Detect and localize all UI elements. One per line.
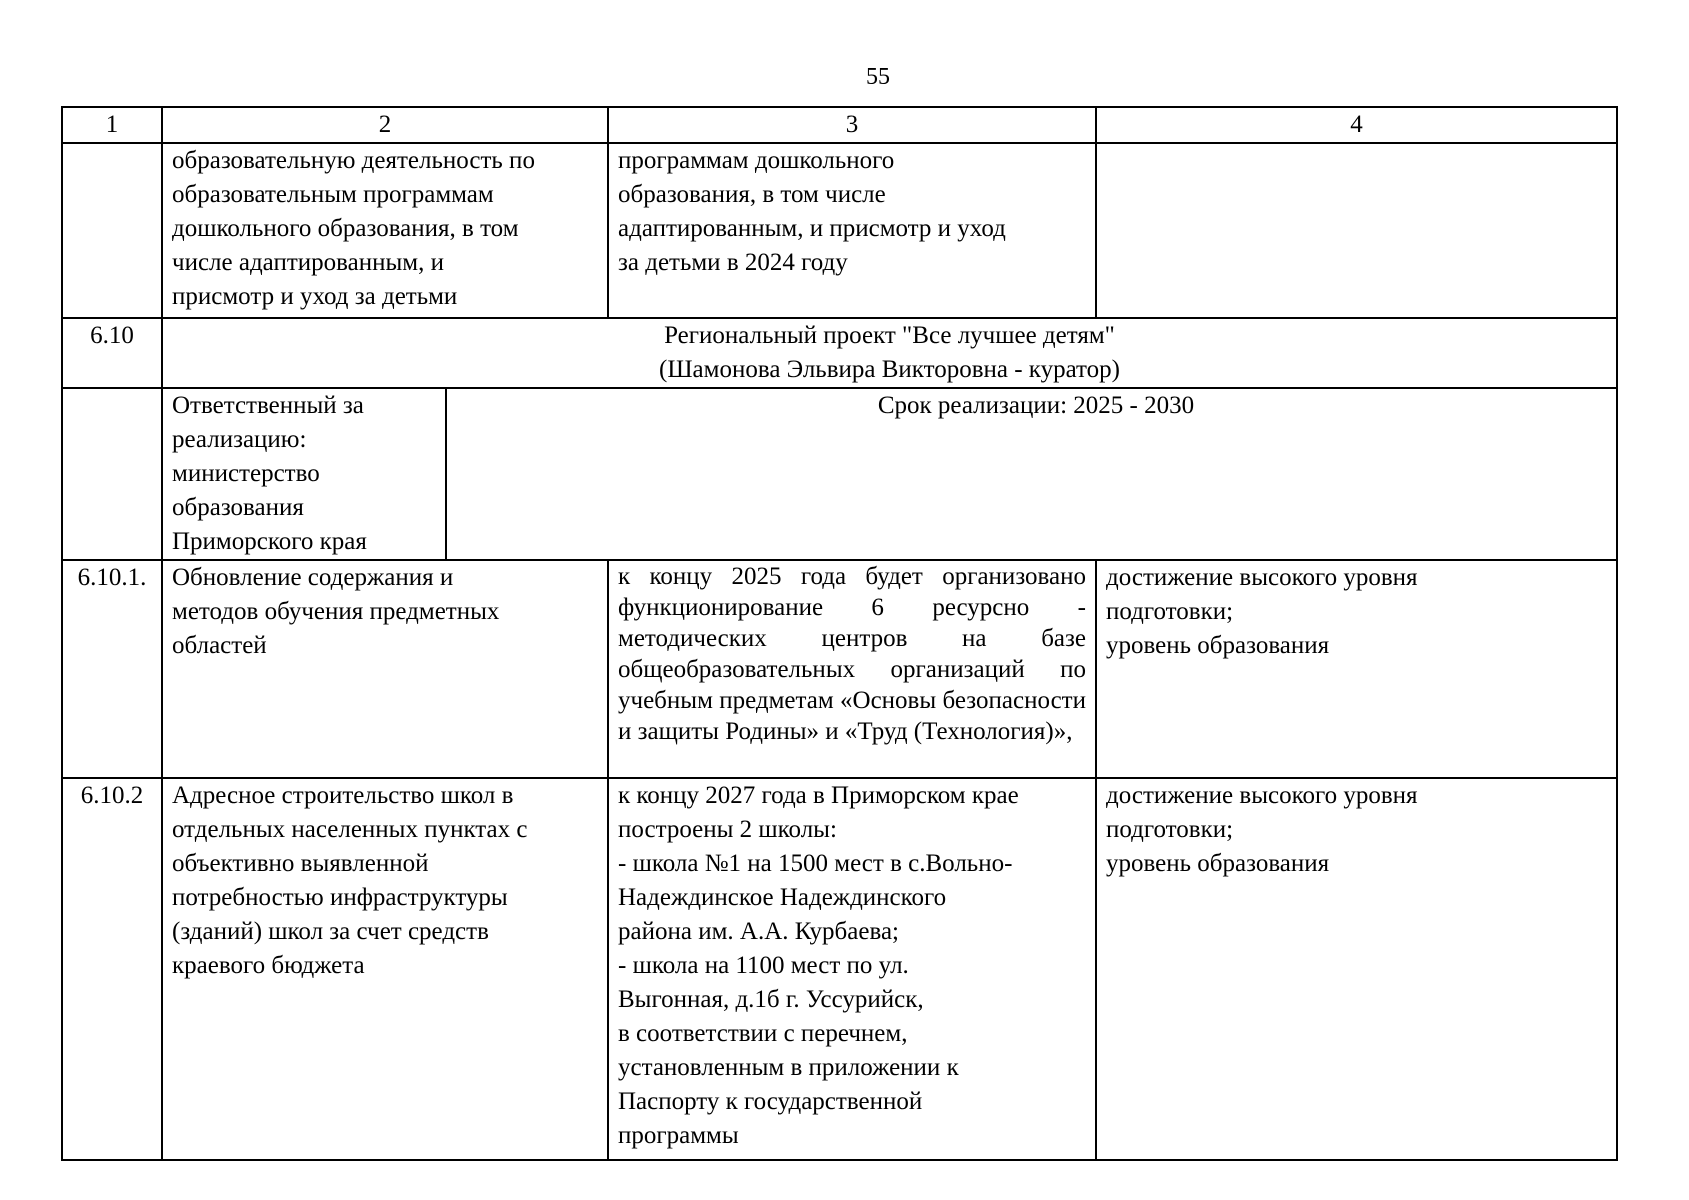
header-cell-1: 1 bbox=[62, 107, 162, 143]
table-row-continued bbox=[62, 143, 1617, 318]
result-cell: к концу 2027 года в Приморском крае построены 2 школы: - школа №1 на 1500 мест в с.Вольно- Надеждинское Надеждинского района им. А.А. Курбаева; - школа на 1100 мест по ул. Выгонная, д.1б г. Уссурийск, в соответствии с перечнем, установленным в приложении к Паспорту к государственной программы bbox=[608, 778, 1096, 1160]
header-cell-2: 2 bbox=[162, 107, 608, 143]
result-cell: программам дошкольного образования, в том числе адаптированным, и присмотр и уход за детьми в 2024 году bbox=[608, 143, 1096, 318]
project-info-split bbox=[163, 389, 1616, 559]
term-text: Срок реализации: 2025 - 2030 bbox=[877, 392, 1195, 419]
page-number: 55 bbox=[866, 64, 890, 90]
table-row bbox=[62, 778, 1617, 1160]
project-info-cell bbox=[162, 388, 1617, 560]
header-cell-4: 4 bbox=[1096, 107, 1617, 143]
table-row bbox=[62, 560, 1617, 778]
indicator-cell: достижение высокого уровня подготовки; уровень образования bbox=[1096, 778, 1617, 1160]
activity-cell: Адресное строительство школ в отдельных населенных пунктах с объективно выявленной потребностью инфраструктуры (зданий) школ за счет средств краевого бюджета bbox=[162, 778, 608, 1160]
activity-cell: образовательную деятельность по образовательным программам дошкольного образования, в том числе адаптированным, и присмотр и уход за детьми bbox=[162, 143, 608, 318]
project-title: Региональный проект "Все лучшее детям" bbox=[664, 322, 1115, 349]
result-cell: к концу 2025 года будет организовано функционирование 6 ресурсно - методических центров на базе общеобразовательных организаций по учебным предметам «Основы безопасности и защиты Родины» и «Труд (Технология)», bbox=[608, 560, 1096, 778]
project-number-cell: 6.10 bbox=[62, 318, 162, 388]
activity-cell: Обновление содержания и методов обучения предметных областей bbox=[162, 560, 608, 778]
project-info-number-cell bbox=[62, 388, 162, 560]
project-info-row bbox=[62, 388, 1617, 560]
responsible-text: Ответственный за реализацию: министерство образования Приморского края bbox=[163, 389, 446, 559]
project-title-row bbox=[62, 318, 1617, 388]
project-title-cell bbox=[162, 318, 1617, 388]
indicator-cell: достижение высокого уровня подготовки; уровень образования bbox=[1096, 560, 1617, 778]
indicator-cell bbox=[1096, 143, 1617, 318]
project-curator: (Шамонова Эльвира Викторовна - куратор) bbox=[659, 356, 1120, 383]
row-number-cell bbox=[62, 143, 162, 318]
row-number-cell: 6.10.1. bbox=[62, 560, 162, 778]
header-row bbox=[62, 107, 1617, 143]
program-table bbox=[61, 106, 1618, 1161]
row-number-cell: 6.10.2 bbox=[62, 778, 162, 1160]
header-cell-3: 3 bbox=[608, 107, 1096, 143]
